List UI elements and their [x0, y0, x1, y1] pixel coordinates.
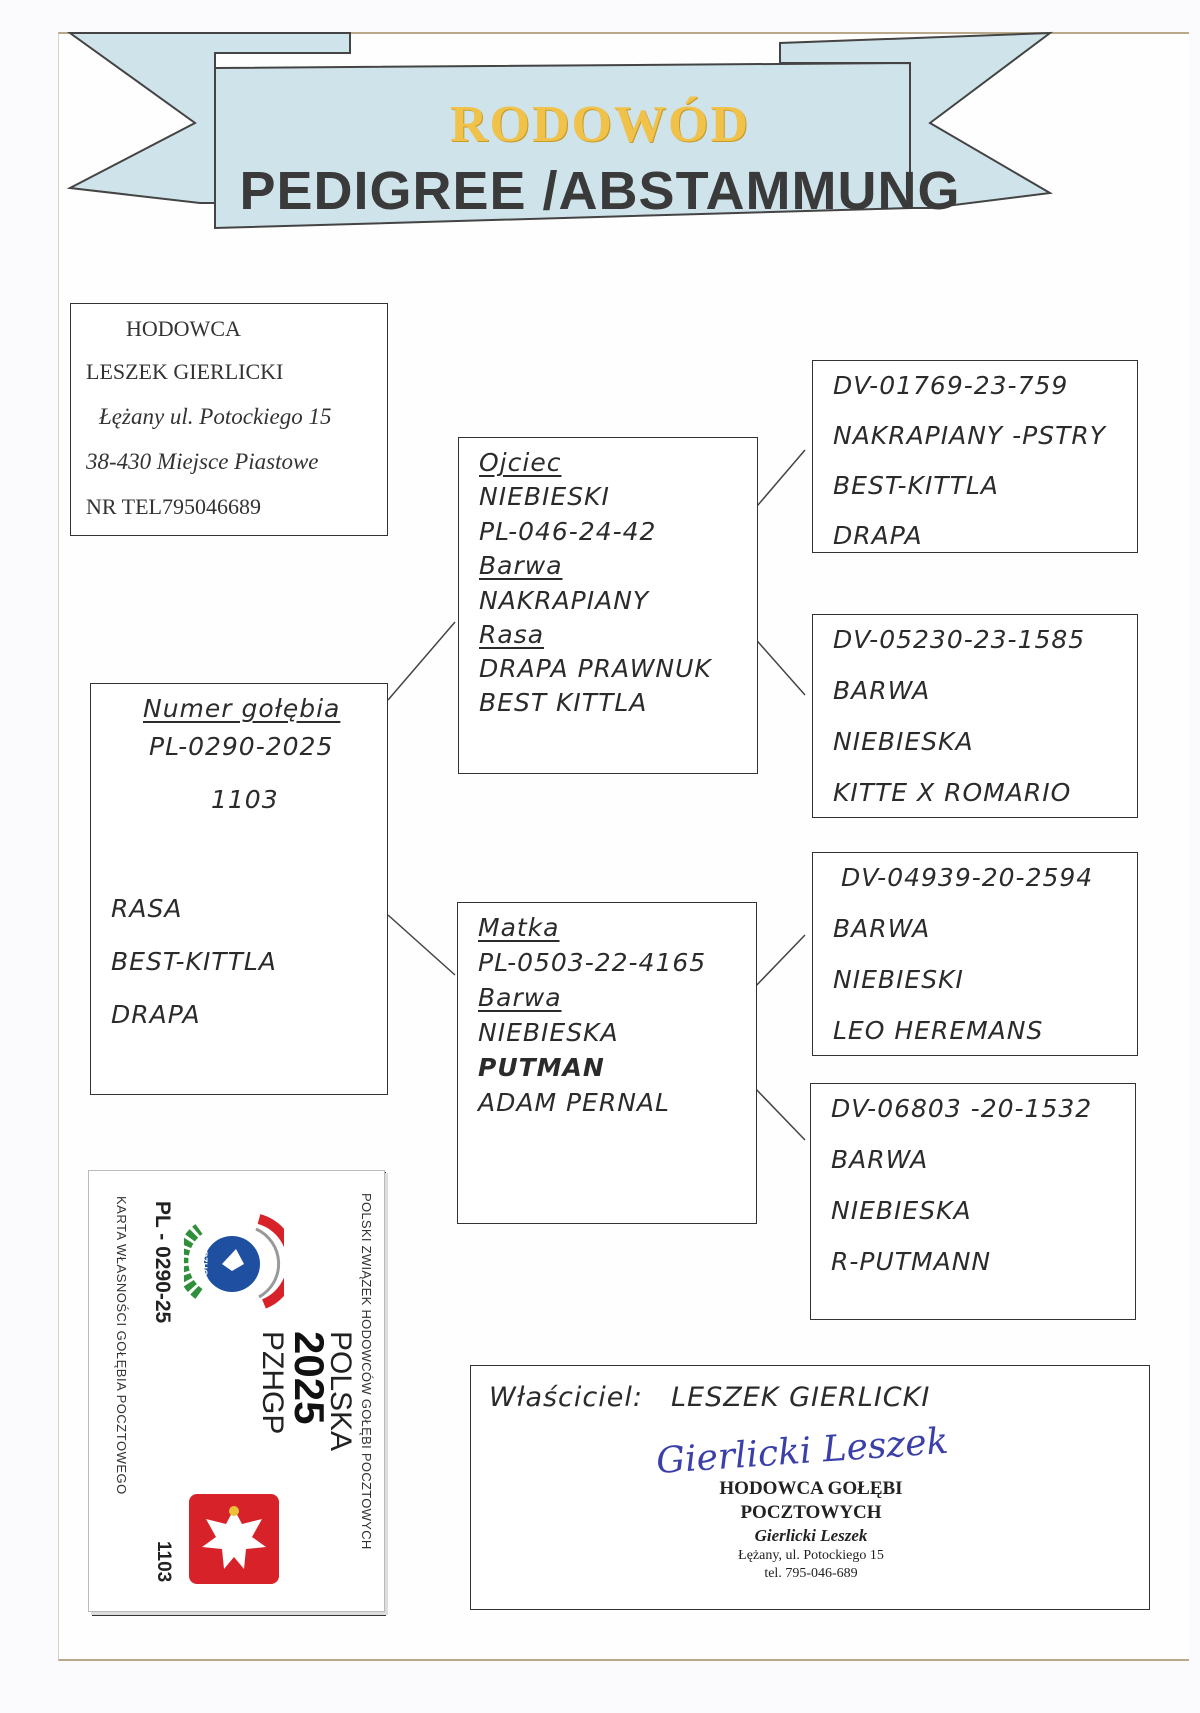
father-color: NAKRAPIANY	[479, 586, 650, 615]
mother-ring: PL-0503-22-4165	[478, 948, 707, 977]
pigeon-number: 1103	[211, 785, 279, 814]
father-heading: Ojciec	[479, 448, 562, 477]
card-country: POLSKA	[324, 1331, 357, 1452]
mother-box	[457, 902, 757, 1224]
stamp-line-1: HODOWCA GOŁĘBI	[719, 1478, 903, 1499]
breeder-name: LESZEK GIERLICKI	[86, 359, 284, 384]
pigeon-heading: Numer gołębia	[143, 694, 341, 723]
card-year: 2025	[286, 1331, 333, 1425]
stamp-line-5: tel. 795-046-689	[764, 1566, 858, 1581]
father-color-label: Barwa	[479, 551, 563, 580]
pigeon-breed-1: BEST-KITTLA	[111, 947, 277, 976]
owner-box	[470, 1365, 1150, 1610]
owner-signature: Gierlicki Leszek	[654, 1420, 950, 1483]
ownership-card	[88, 1170, 385, 1612]
grandparent-box-1	[812, 360, 1138, 553]
breeder-street: Łężany ul. Potockiego 15	[99, 404, 332, 429]
grandparent-line: BARWA	[831, 1145, 929, 1174]
grandparent-line: NAKRAPIANY -PSTRY	[833, 421, 1107, 450]
card-org: POLSKI ZWIĄZEK HODOWCÓW GOŁĘBI POCZTOWYCH	[359, 1193, 374, 1550]
card-number: 1103	[153, 1541, 174, 1583]
title-pedigree: PEDIGREE /ABSTAMMUNG	[239, 161, 961, 221]
father-ring: PL-046-24-42	[479, 517, 657, 546]
father-breed-label: Rasa	[479, 620, 545, 649]
pigeon-breed-2: DRAPA	[111, 1000, 201, 1029]
grandparent-line: DRAPA	[833, 521, 923, 550]
card-logo-text: PZHGP	[199, 1251, 209, 1283]
grandparent-line: NIEBIESKA	[831, 1196, 972, 1225]
grandparent-line: BEST-KITTLA	[833, 471, 999, 500]
father-breed-2: BEST KITTLA	[479, 688, 648, 717]
father-breed-1: DRAPA PRAWNUK	[479, 654, 712, 683]
grandparent-ring: DV-01769-23-759	[833, 371, 1069, 400]
stamp-line-2: POCZTOWYCH	[740, 1502, 882, 1523]
grandparent-ring: DV-04939-20-2594	[841, 863, 1094, 892]
grandparent-line: LEO HEREMANS	[833, 1016, 1044, 1045]
breeder-phone: NR TEL795046689	[86, 494, 261, 519]
pigeon-box	[90, 683, 388, 1095]
father-color-main: NIEBIESKI	[479, 482, 610, 511]
polish-eagle-emblem-icon	[184, 1489, 284, 1589]
grandparent-line: NIEBIESKA	[833, 727, 974, 756]
mother-line-2: ADAM PERNAL	[478, 1088, 670, 1117]
pigeon-ring: PL-0290-2025	[149, 732, 334, 761]
breeder-city: 38-430 Miejsce Piastowe	[86, 449, 319, 474]
breeder-role: HODOWCA	[126, 316, 241, 341]
owner-name: LESZEK GIERLICKI	[671, 1382, 931, 1413]
grandparent-line: BARWA	[833, 914, 931, 943]
grandparent-box-4	[810, 1083, 1136, 1320]
grandparent-box-3	[812, 852, 1138, 1056]
title-rodowod: RODOWÓD	[450, 96, 750, 153]
card-caption: KARTA WŁASNOŚCI GOŁĘBIA POCZTOWEGO	[114, 1196, 129, 1495]
mother-line-1: PUTMAN	[478, 1053, 605, 1082]
grandparent-line: R-PUTMANN	[831, 1247, 992, 1276]
mother-color-label: Barwa	[478, 983, 562, 1012]
grandparent-line: BARWA	[833, 676, 931, 705]
owner-label: Właściciel:	[489, 1382, 643, 1413]
grandparent-box-2	[812, 614, 1138, 818]
breeder-box	[70, 303, 388, 536]
grandparent-line: NIEBIESKI	[833, 965, 964, 994]
stamp-line-3: Gierlicki Leszek	[754, 1526, 868, 1545]
grandparent-ring: DV-06803 -20-1532	[831, 1094, 1093, 1123]
mother-heading: Matka	[478, 913, 560, 942]
pigeon-breed-label: RASA	[111, 894, 183, 923]
father-box	[458, 437, 758, 774]
card-ring: PL - 0290-25	[151, 1201, 174, 1324]
stamp-line-4: Łężany, ul. Potockiego 15	[738, 1548, 884, 1563]
mother-color: NIEBIESKA	[478, 1018, 619, 1047]
grandparent-ring: DV-05230-23-1585	[833, 625, 1086, 654]
grandparent-line: KITTE X ROMARIO	[833, 778, 1072, 807]
card-abbr: PZHGP	[256, 1331, 289, 1435]
